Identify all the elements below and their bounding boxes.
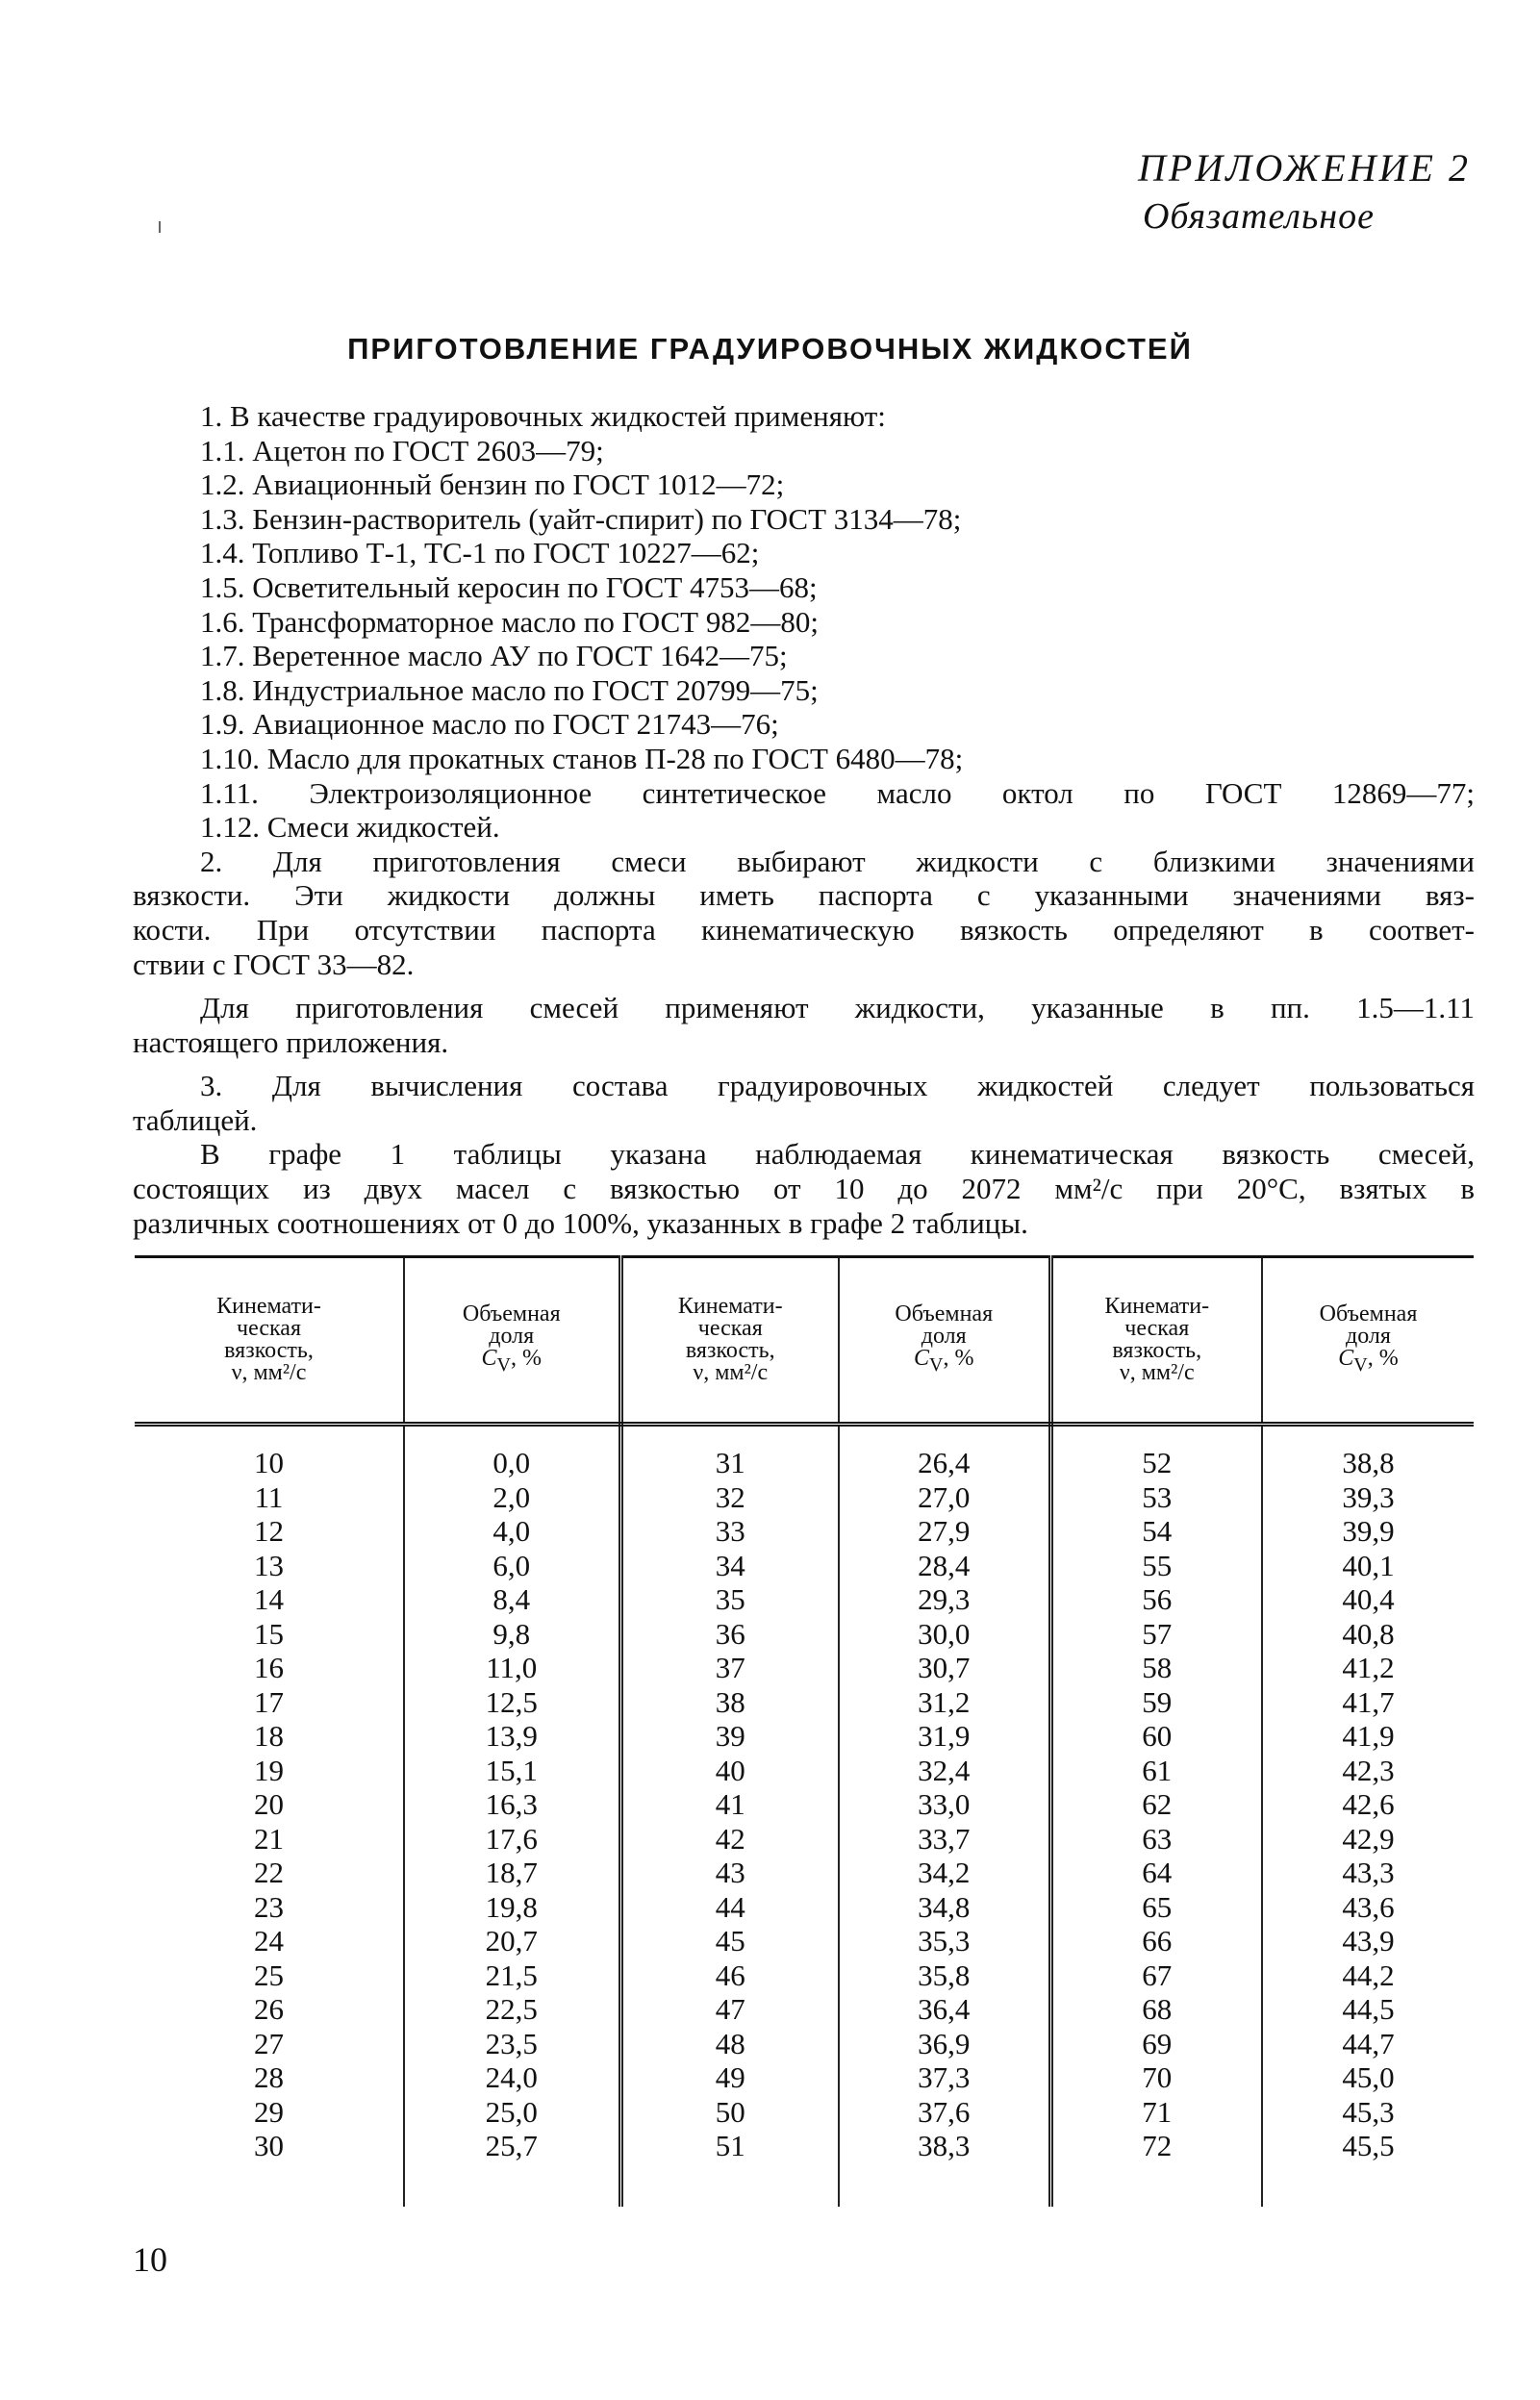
fraction-cell: 40,8	[1342, 1616, 1395, 1651]
fraction-cell: 36,9	[839, 2027, 1050, 2061]
fraction-cell: 17,6	[404, 1822, 620, 1857]
fraction-cell: 34,8	[839, 1890, 1050, 1925]
viscosity-cell: 22	[135, 1856, 404, 1890]
paragraph-line: 2. Для приготовления смеси выбирают жидкости с близкими значениями	[200, 844, 1475, 878]
fraction-cell: 30,0	[839, 1617, 1050, 1652]
fraction-cell: 9,8	[404, 1617, 620, 1652]
fraction-cell: 42,9	[1342, 1821, 1395, 1856]
viscosity-cell: 51	[620, 2129, 839, 2207]
viscosity-cell: 56	[1050, 1582, 1262, 1617]
fraction-cell: 25,7	[404, 2129, 620, 2207]
fraction-cell: 25,0	[404, 2095, 620, 2130]
fraction-cell: 4,0	[404, 1514, 620, 1549]
viscosity-cell: 37	[620, 1651, 839, 1685]
viscosity-cell: 27	[135, 2027, 404, 2061]
fraction-cell: 16,3	[404, 1787, 620, 1822]
fraction-cell: 42,6	[1342, 1787, 1395, 1821]
viscosity-cell: 28	[135, 2060, 404, 2095]
fraction-cell: 43,9	[1342, 1924, 1395, 1958]
fraction-cell: 43,6	[1342, 1889, 1395, 1924]
fraction-cell: 27,9	[839, 1514, 1050, 1549]
list-item: 1.2. Авиационный бензин по ГОСТ 1012—72;	[200, 467, 785, 502]
fraction-cell: 45,3	[1342, 2094, 1395, 2129]
header-viscosity: Кинемати- ческая вязкость, ν, мм²/с	[620, 1257, 839, 1425]
spacer	[133, 981, 1475, 991]
viscosity-cell: 43	[620, 1856, 839, 1890]
table-row	[135, 2060, 1474, 2095]
viscosity-table	[135, 1255, 1474, 2207]
table-row	[135, 1754, 1474, 1788]
viscosity-cell: 24	[135, 1924, 404, 1958]
viscosity-cell: 25	[135, 1958, 404, 1993]
header-viscosity: Кинемати- ческая вязкость, ν, мм²/с	[135, 1257, 404, 1425]
list-item: 1.10. Масло для прокатных станов П-28 по ГОСТ 6480—78;	[200, 741, 964, 775]
list-item: 1.12. Смеси жидкостей.	[200, 810, 500, 845]
data-table	[135, 1255, 1474, 2207]
viscosity-cell: 62	[1050, 1787, 1262, 1822]
viscosity-cell: 14	[135, 1582, 404, 1617]
fraction-cell: 36,4	[839, 1992, 1050, 2027]
viscosity-cell: 23	[135, 1890, 404, 1925]
fraction-cell: 21,5	[404, 1958, 620, 1993]
viscosity-cell: 32	[620, 1480, 839, 1515]
fraction-cell: 39,3	[1342, 1479, 1395, 1514]
viscosity-cell: 45	[620, 1924, 839, 1958]
fraction-cell: 31,9	[839, 1719, 1050, 1754]
list-item: 1. В качестве градуировочных жидкостей применяют:	[200, 399, 886, 433]
table-row	[135, 1924, 1474, 1958]
list-item: 1.8. Индустриальное масло по ГОСТ 20799—75;	[200, 672, 819, 707]
fraction-cell: 40,4	[1342, 1582, 1395, 1616]
fraction-cell: 19,8	[404, 1890, 620, 1925]
list-item: 1.7. Веретенное масло АУ по ГОСТ 1642—75;	[200, 639, 788, 673]
fraction-cell: 44,5	[1342, 1992, 1395, 2026]
header-volume-fraction: Объемная доля $C_V$, %	[839, 1257, 1050, 1425]
fraction-cell: 35,3	[839, 1924, 1050, 1958]
fraction-cell: 31,2	[839, 1685, 1050, 1720]
viscosity-cell: 53	[1050, 1480, 1262, 1515]
fraction-cell: 22,5	[404, 1992, 620, 2027]
fraction-cell: 34,2	[839, 1856, 1050, 1890]
fraction-cell: 43,3	[1342, 1856, 1395, 1889]
fraction-cell: 0,0	[404, 1425, 620, 1480]
list-item: 1.6. Трансформаторное масло по ГОСТ 982—80;	[200, 604, 819, 639]
list-item: 1.4. Топливо Т-1, ТС-1 по ГОСТ 10227—62;	[200, 536, 760, 570]
viscosity-cell: 65	[1050, 1890, 1262, 1925]
fraction-cell: 45,5	[1342, 2129, 1395, 2162]
viscosity-cell: 67	[1050, 1958, 1262, 1993]
viscosity-cell: 29	[135, 2095, 404, 2130]
table-row	[135, 1425, 1474, 1480]
table-row	[135, 1719, 1474, 1754]
viscosity-cell: 41	[620, 1787, 839, 1822]
viscosity-cell: 11	[135, 1480, 404, 1515]
viscosity-cell: 60	[1050, 1719, 1262, 1754]
list-item: 1.11. Электроизоляционное синтетическое масло октол по ГОСТ 12869—77;	[200, 775, 1475, 810]
fraction-cell: 12,5	[404, 1685, 620, 1720]
viscosity-cell: 35	[620, 1582, 839, 1617]
fraction-cell: 2,0	[404, 1480, 620, 1515]
fraction-cell: 37,3	[839, 2060, 1050, 2095]
viscosity-cell: 13	[135, 1549, 404, 1583]
fraction-cell: 38,8	[1342, 1446, 1395, 1479]
table-row	[135, 1890, 1474, 1925]
fraction-cell: 44,7	[1342, 2026, 1395, 2060]
table-row	[135, 1787, 1474, 1822]
fraction-cell: 32,4	[839, 1754, 1050, 1788]
fraction-cell: 13,9	[404, 1719, 620, 1754]
viscosity-cell: 20	[135, 1787, 404, 1822]
viscosity-cell: 44	[620, 1890, 839, 1925]
section-title: ПРИГОТОВЛЕНИЕ ГРАДУИРОВОЧНЫХ ЖИДКОСТЕЙ	[347, 332, 1193, 366]
table-row	[135, 2129, 1474, 2207]
viscosity-cell: 47	[620, 1992, 839, 2027]
viscosity-cell: 64	[1050, 1856, 1262, 1890]
viscosity-cell: 19	[135, 1754, 404, 1788]
viscosity-cell: 52	[1050, 1425, 1262, 1480]
fraction-cell: 30,7	[839, 1651, 1050, 1685]
viscosity-cell: 34	[620, 1549, 839, 1583]
viscosity-cell: 58	[1050, 1651, 1262, 1685]
table-row	[135, 1549, 1474, 1583]
viscosity-cell: 54	[1050, 1514, 1262, 1549]
body-text	[133, 399, 1475, 1240]
viscosity-cell: 69	[1050, 2027, 1262, 2061]
fraction-cell: 45,0	[1342, 2060, 1395, 2094]
viscosity-cell: 59	[1050, 1685, 1262, 1720]
paragraph-line: Для приготовления смесей применяют жидкости, указанные в пп. 1.5—1.11	[200, 991, 1475, 1025]
viscosity-cell: 30	[135, 2129, 404, 2207]
fraction-cell: 42,3	[1342, 1753, 1395, 1787]
fraction-cell: 11,0	[404, 1651, 620, 1685]
viscosity-cell: 70	[1050, 2060, 1262, 2095]
viscosity-cell: 63	[1050, 1822, 1262, 1857]
viscosity-cell: 16	[135, 1651, 404, 1685]
viscosity-cell: 12	[135, 1514, 404, 1549]
paragraph-line: состоящих из двух масел с вязкостью от 10 до 2072 мм²/с при 20°C, взятых в	[133, 1172, 1475, 1206]
fraction-cell: 41,2	[1342, 1651, 1395, 1684]
fraction-cell: 39,9	[1342, 1514, 1395, 1548]
scan-mark	[159, 221, 161, 233]
viscosity-cell: 68	[1050, 1992, 1262, 2027]
viscosity-cell: 18	[135, 1719, 404, 1754]
list-item: 1.5. Осветительный керосин по ГОСТ 4753—68;	[200, 569, 818, 604]
fraction-cell: 6,0	[404, 1549, 620, 1583]
fraction-cell: 15,1	[404, 1754, 620, 1788]
header-volume-fraction: Объемная доля $C_V$, %	[1262, 1257, 1474, 1425]
fraction-cell: 41,9	[1342, 1719, 1395, 1753]
table-row	[135, 1582, 1474, 1617]
fraction-cell: 33,0	[839, 1787, 1050, 1822]
viscosity-cell: 66	[1050, 1924, 1262, 1958]
fraction-cell: 35,8	[839, 1958, 1050, 1993]
fraction-cell: 41,7	[1342, 1684, 1395, 1719]
table-row	[135, 1856, 1474, 1890]
paragraph-line: 3. Для вычисления состава градуировочных жидкостей следует пользоваться	[200, 1069, 1475, 1103]
table-row	[135, 2027, 1474, 2061]
viscosity-cell: 46	[620, 1958, 839, 1993]
fraction-cell: 18,7	[404, 1856, 620, 1890]
viscosity-cell: 48	[620, 2027, 839, 2061]
table-row	[135, 1617, 1474, 1652]
viscosity-cell: 57	[1050, 1617, 1262, 1652]
table-row	[135, 1514, 1474, 1549]
appendix-status: Обязательное	[1142, 196, 1375, 237]
table-header-row	[135, 1257, 1474, 1425]
fraction-cell: 20,7	[404, 1924, 620, 1958]
viscosity-cell: 10	[135, 1425, 404, 1480]
fraction-cell: 38,3	[839, 2129, 1050, 2207]
table-row	[135, 1958, 1474, 1993]
viscosity-cell: 21	[135, 1822, 404, 1857]
table-row	[135, 2095, 1474, 2130]
viscosity-cell: 61	[1050, 1754, 1262, 1788]
table-row	[135, 1822, 1474, 1857]
viscosity-cell: 15	[135, 1617, 404, 1652]
appendix-label: ПРИЛОЖЕНИЕ 2	[1138, 146, 1471, 189]
fraction-cell: 40,1	[1342, 1548, 1395, 1582]
paragraph-line: В графе 1 таблицы указана наблюдаемая кинематическая вязкость смесей,	[200, 1137, 1475, 1172]
fraction-cell: 33,7	[839, 1822, 1050, 1857]
paragraph-line: настоящего приложения.	[133, 1024, 449, 1059]
fraction-cell: 37,6	[839, 2095, 1050, 2130]
viscosity-cell: 31	[620, 1425, 839, 1480]
viscosity-cell: 40	[620, 1754, 839, 1788]
viscosity-cell: 39	[620, 1719, 839, 1754]
paragraph-line: вязкости. Эти жидкости должны иметь паспорта с указанными значениями вяз-	[133, 878, 1475, 913]
page-number: 10	[133, 2240, 167, 2279]
paragraph-line: кости. При отсутствии паспорта кинематическую вязкость определяют в соответ-	[133, 912, 1475, 947]
fraction-cell: 8,4	[404, 1582, 620, 1617]
table-row	[135, 1992, 1474, 2027]
fraction-cell: 27,0	[839, 1480, 1050, 1515]
paragraph-line: таблицей.	[133, 1102, 258, 1137]
table-row	[135, 1480, 1474, 1515]
viscosity-cell: 33	[620, 1514, 839, 1549]
viscosity-cell: 55	[1050, 1549, 1262, 1583]
list-item: 1.3. Бензин-растворитель (уайт-спирит) по ГОСТ 3134—78;	[200, 501, 962, 536]
viscosity-cell: 17	[135, 1685, 404, 1720]
fraction-cell: 23,5	[404, 2027, 620, 2061]
viscosity-cell: 50	[620, 2095, 839, 2130]
viscosity-cell: 72	[1050, 2129, 1262, 2207]
appendix-header	[894, 144, 1471, 240]
paragraph-line: ствии с ГОСТ 33—82.	[133, 947, 415, 981]
table-row	[135, 1685, 1474, 1720]
list-item: 1.1. Ацетон по ГОСТ 2603—79;	[200, 433, 604, 467]
fraction-cell: 28,4	[839, 1549, 1050, 1583]
header-viscosity: Кинемати- ческая вязкость, ν, мм²/с	[1050, 1257, 1262, 1425]
viscosity-cell: 26	[135, 1992, 404, 2027]
header-volume-fraction: Объемная доля $C_V$, %	[404, 1257, 620, 1425]
table-row	[135, 1651, 1474, 1685]
fraction-cell: 24,0	[404, 2060, 620, 2095]
fraction-cell: 29,3	[839, 1582, 1050, 1617]
list-item: 1.9. Авиационное масло по ГОСТ 21743—76;	[200, 707, 779, 742]
spacer	[133, 1059, 1475, 1069]
viscosity-cell: 42	[620, 1822, 839, 1857]
viscosity-cell: 49	[620, 2060, 839, 2095]
fraction-cell: 44,2	[1342, 1958, 1395, 1992]
fraction-cell: 26,4	[839, 1425, 1050, 1480]
viscosity-cell: 36	[620, 1617, 839, 1652]
paragraph-line: различных соотношениях от 0 до 100%, указанных в графе 2 таблицы.	[133, 1205, 1028, 1240]
viscosity-cell: 38	[620, 1685, 839, 1720]
viscosity-cell: 71	[1050, 2095, 1262, 2130]
